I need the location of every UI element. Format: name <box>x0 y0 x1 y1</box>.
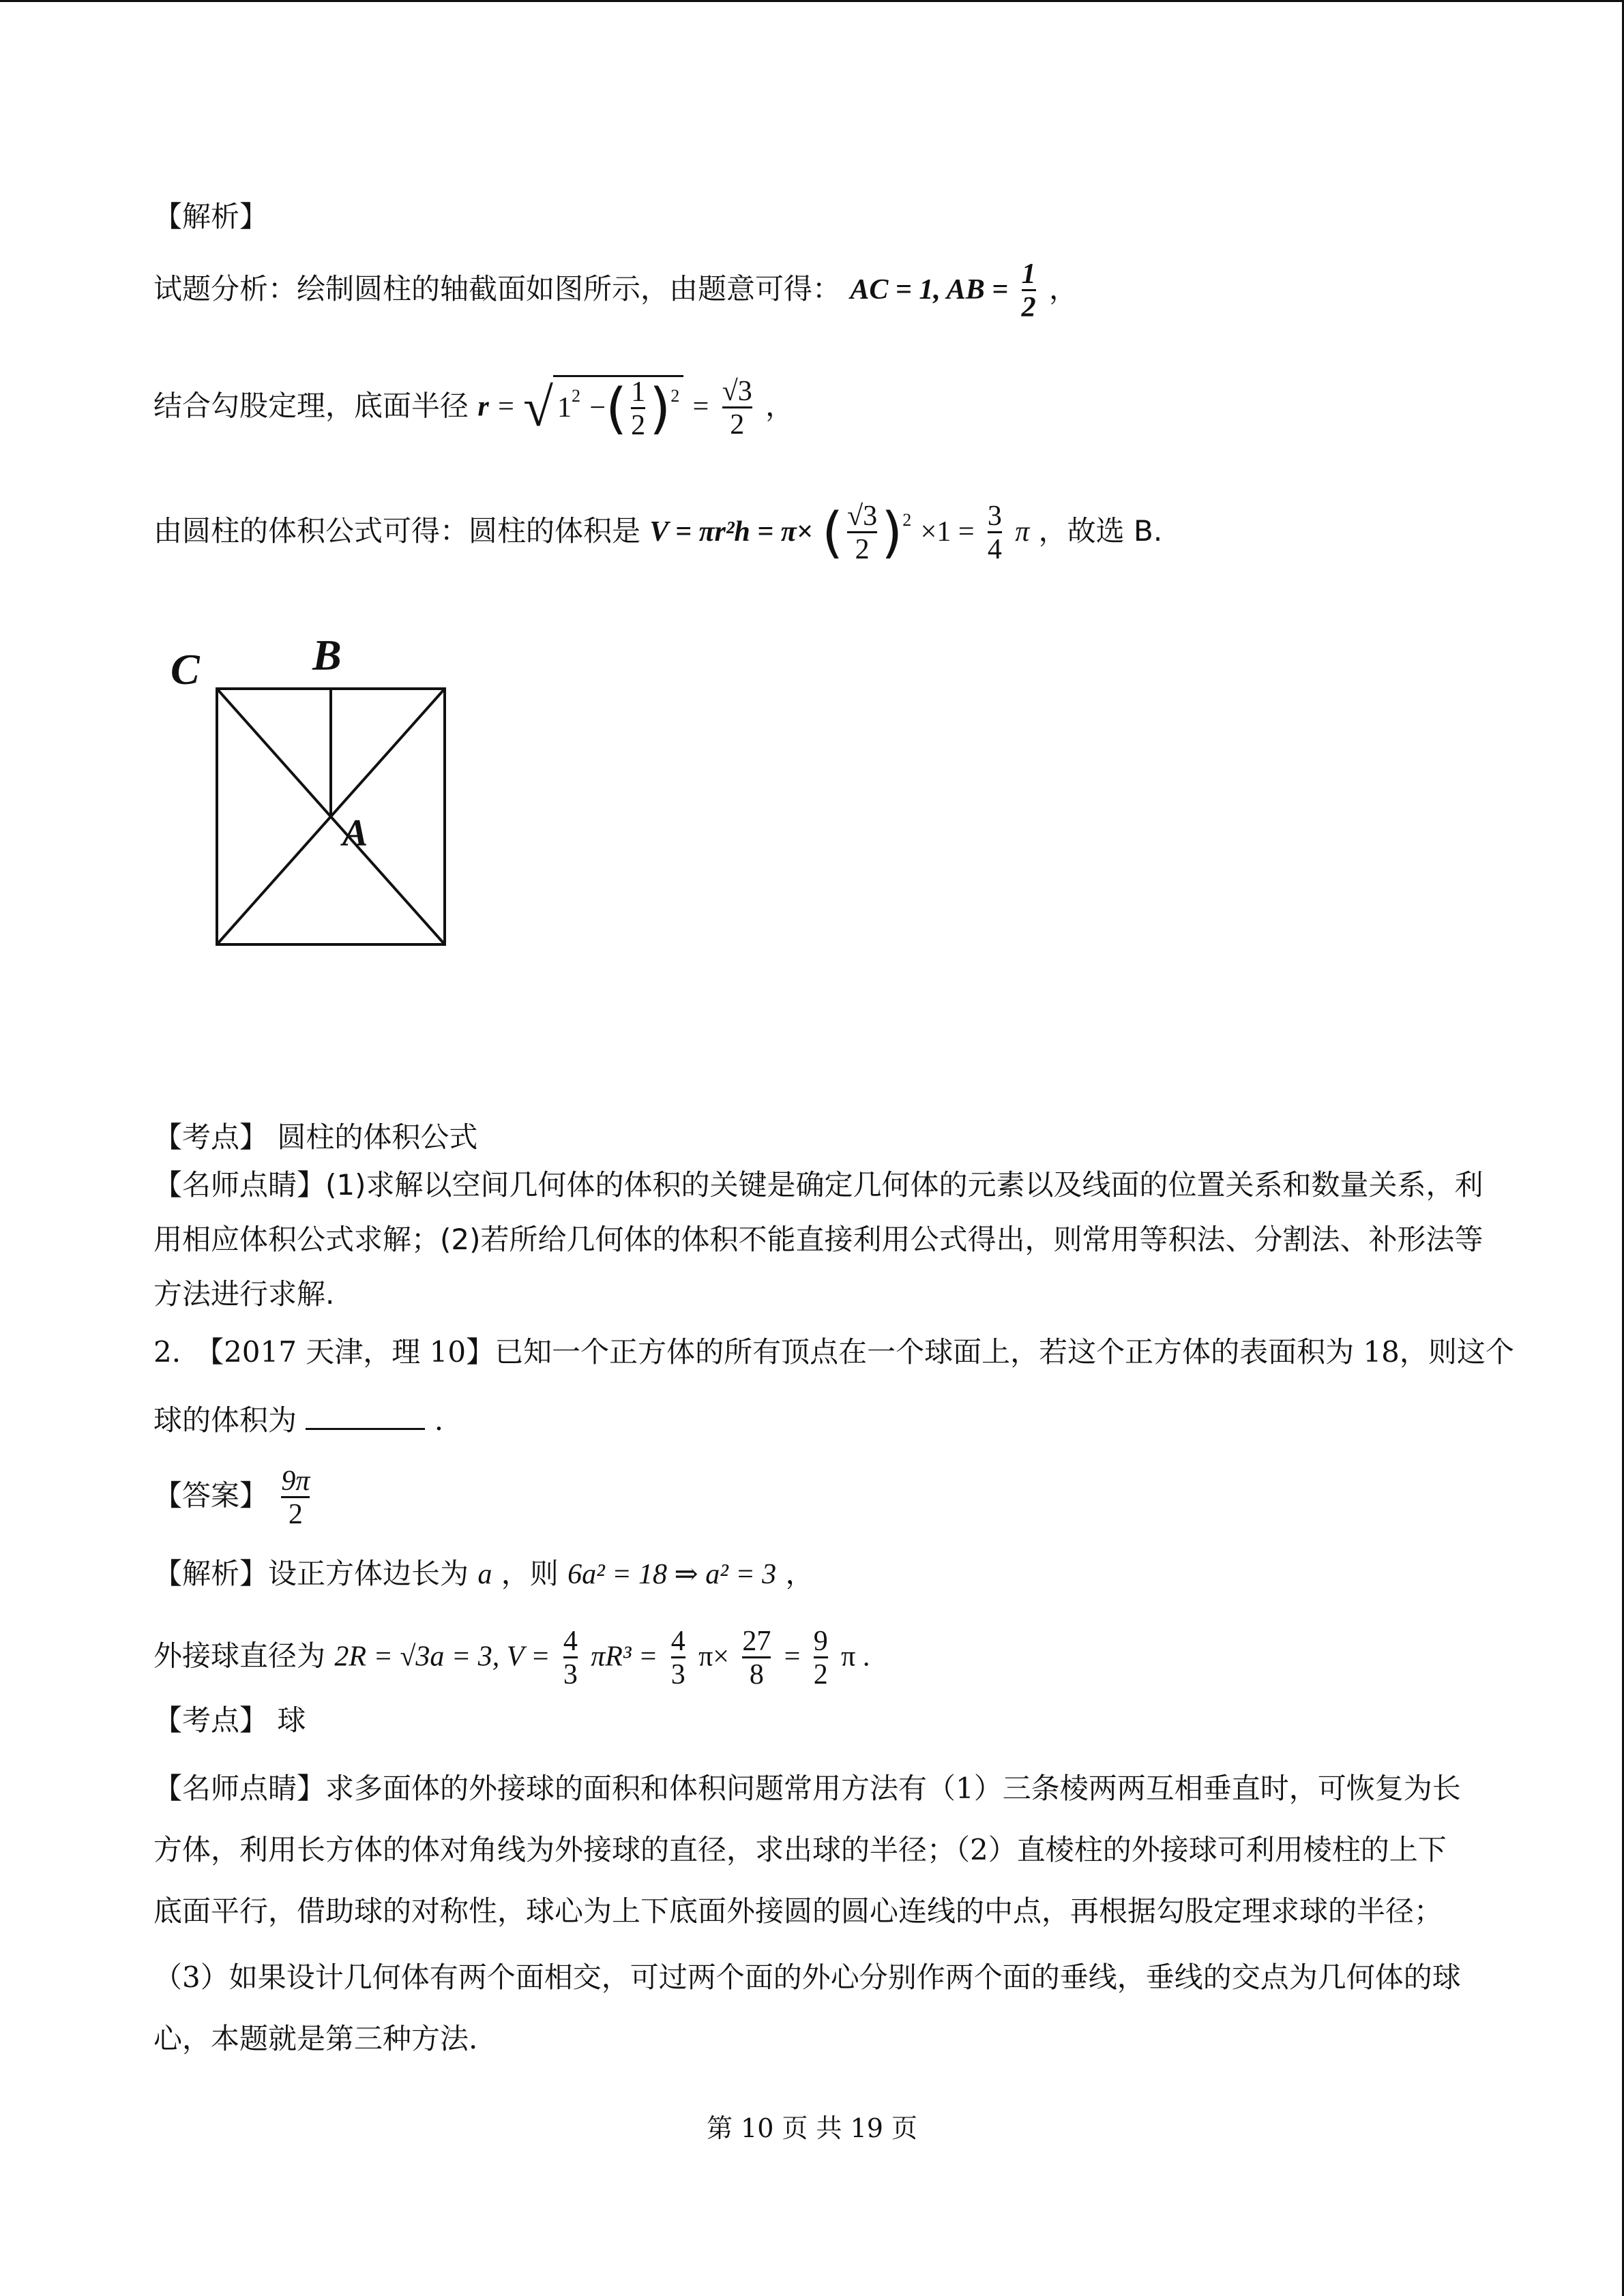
volume-text: 由圆柱的体积公式可得：圆柱的体积是 <box>153 514 641 548</box>
label-c: C <box>171 645 200 694</box>
label-b: B <box>312 631 342 679</box>
mingshi2-line-4: （3）如果设计几何体有两个面相交，可过两个面的外心分别作两个面的垂线，垂线的交点为几何体的球 <box>153 1960 1461 1994</box>
fraction-9-2: $\frac{9}{2}$ <box>813 1626 828 1691</box>
pythagoras-text: 结合勾股定理，底面半径 <box>153 389 469 423</box>
answer-denominator: 2 <box>281 1496 310 1530</box>
volume-formula: V = πr²h = π× <box>649 516 813 548</box>
mingshi-line-1: 【名师点睛】(1)求解以空间几何体的体积的关键是确定几何体的元素以及线面的位置关系和数量关系，利 <box>153 1168 1483 1202</box>
answer-line <box>153 1466 314 1530</box>
comma: ， <box>1048 272 1078 306</box>
mingshi-line-3: 方法进行求解. <box>153 1277 335 1311</box>
choose-b: ，故选 B. <box>1038 514 1163 548</box>
fraction-three-quarters: $\frac{3}{4}$ <box>987 501 1002 566</box>
analysis-line-1 <box>153 259 1078 323</box>
analysis-text: 试题分析：绘制圆柱的轴截面如图所示，由题意可得： <box>153 272 842 306</box>
fraction-denominator: 2 <box>1022 289 1036 323</box>
fraction-inner-half: $\frac{1}{2}$ <box>631 376 646 442</box>
kaodian-cylinder: 【考点】 圆柱的体积公式 <box>153 1120 478 1154</box>
two-denominator: 2 <box>722 406 752 440</box>
fraction-numerator: 1 <box>1021 258 1036 290</box>
times-one: ×1 = <box>920 516 975 548</box>
analysis-line-3: 由圆柱的体积公式可得：圆柱的体积是 V = πr²h = π× ( $\frac{√3}{2}$ )$^2$ ×1 = $\frac{3}{4}$ π ，故选 B. <box>153 501 1163 566</box>
fraction-sqrt3-over-2 <box>722 376 752 440</box>
mingshi2-line-2: 方体，利用长方体的体对角线为外接球的直径，求出球的半径；（2）直棱柱的外接球可利用棱柱的上下 <box>153 1833 1447 1866</box>
edge-a: a <box>477 1559 492 1590</box>
formula-ac-ab: AC = 1, AB = <box>850 274 1009 306</box>
page-frame-top <box>0 0 1624 2</box>
fraction-27-8: $\frac{27}{8}$ <box>742 1626 771 1691</box>
mingshi2-line-3: 底面平行，借助球的对称性，球心为上下底面外接圆的圆心连线的中点，再根据勾股定理求球的半径； <box>153 1894 1443 1928</box>
jiexi-line-2: 外接球直径为 2R = √3a = 3, V = $\frac{4}{3}$ πR³ = $\frac{4}{3}$ π× $\frac{27}{8}$ = $\frac{9}{2}$ π . <box>153 1626 870 1691</box>
radius-symbol: r <box>477 391 489 423</box>
analysis-line-2: 结合勾股定理，底面半径 r = √ $1^2$ −( $\frac{1}{2}$ )$^2$ = $\frac{√3}{2}$ ， <box>153 375 795 442</box>
question-2-line-2: 球的体积为 . <box>153 1403 444 1437</box>
sqrt-one: 1 <box>557 392 572 424</box>
answer-label: 【答案】 <box>153 1478 269 1512</box>
answer-fraction <box>281 1466 310 1530</box>
mingshi2-line-1: 【名师点睛】求多面体的外接球的面积和体积问题常用方法有（1）三条棱两两互相垂直时，可恢复为长 <box>153 1772 1461 1805</box>
section-title-jiexi: 【解析】 <box>153 200 269 233</box>
sqrt3-numerator: √3 <box>722 375 752 407</box>
question-2-line-1: 2. 【2017 天津，理 10】已知一个正方体的所有顶点在一个球面上，若这个正方体的表面积为 18，则这个 <box>153 1335 1514 1369</box>
kaodian-sphere: 【考点】 球 <box>153 1703 306 1737</box>
fraction-one-half <box>1022 259 1036 323</box>
fraction-4-3-b: $\frac{4}{3}$ <box>670 1626 685 1691</box>
answer-numerator: 9π <box>281 1465 310 1497</box>
equation-edge: 6a² = 18 ⇒ a² = 3 <box>567 1559 777 1590</box>
jiexi-line-1: 【解析】设正方体边长为 a ，则 6a² = 18 ⇒ a² = 3 ， <box>153 1557 814 1590</box>
diameter-formula: 2R = √3a = 3, V = <box>334 1641 550 1673</box>
answer-blank <box>306 1407 425 1430</box>
label-a: A <box>342 812 368 854</box>
pi-symbol: π <box>1015 516 1030 548</box>
page-footer: 第 10 页 共 19 页 <box>706 2113 918 2143</box>
cylinder-axial-section-diagram <box>164 627 477 1009</box>
mingshi-line-2: 用相应体积公式求解；(2)若所给几何体的体积不能直接利用公式得出，则常用等积法、分割法、补形法等 <box>153 1223 1483 1256</box>
fraction-sqrt3-over-2-b: $\frac{√3}{2}$ <box>847 501 878 566</box>
question-2-text: 球的体积为 <box>153 1403 297 1437</box>
fraction-4-3: $\frac{4}{3}$ <box>563 1626 578 1691</box>
mingshi2-line-5: 心，本题就是第三种方法. <box>153 2022 478 2055</box>
